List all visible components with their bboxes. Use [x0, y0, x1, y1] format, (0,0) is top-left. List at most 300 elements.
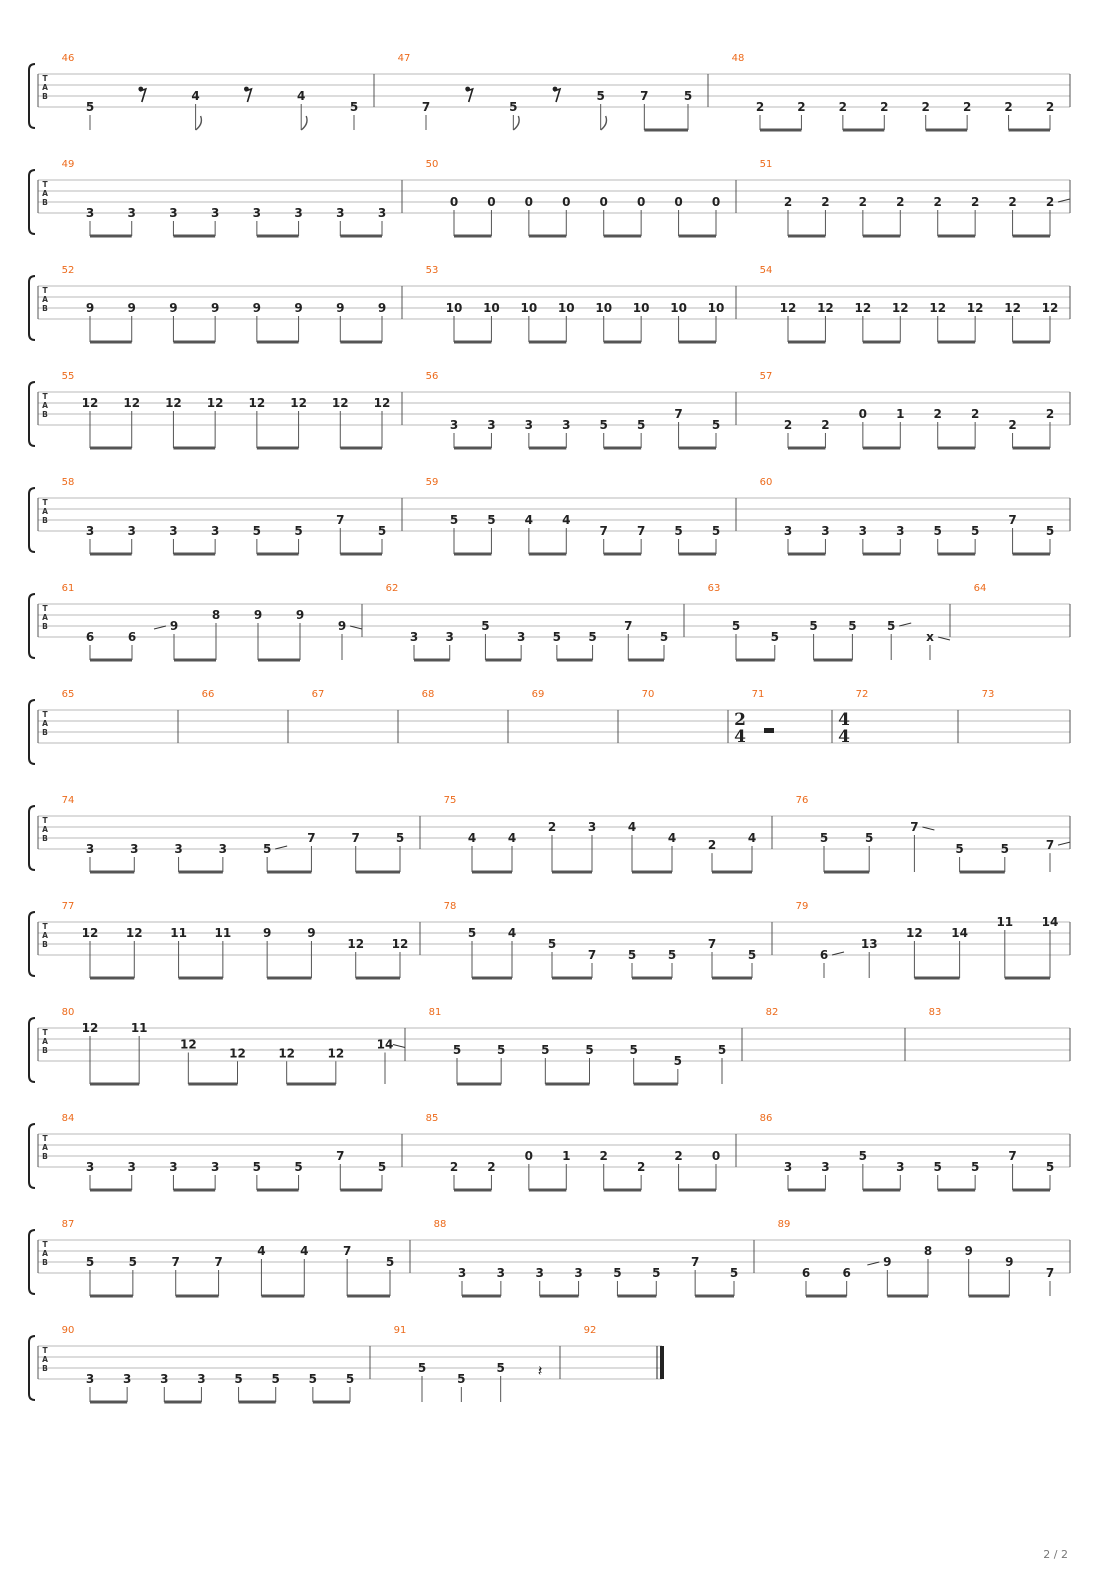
fret-number: 7: [336, 1149, 345, 1163]
measure: [62, 1325, 355, 1402]
fret-number: 9: [307, 926, 316, 940]
staff-system: [29, 477, 1070, 554]
half-rest: [764, 728, 774, 733]
fret-number: 2: [1008, 195, 1017, 209]
tab-clef-letter: B: [42, 516, 48, 525]
fret-number: 5: [613, 1266, 622, 1280]
tab-clef-letter: T: [42, 180, 48, 189]
fret-number: 5: [865, 831, 874, 845]
fret-number: 12: [331, 396, 349, 410]
measure: [62, 371, 391, 448]
fret-number: 5: [887, 619, 896, 633]
fret-number: 5: [970, 1160, 980, 1174]
measure: [426, 1113, 721, 1190]
fret-number: 7: [640, 89, 649, 103]
fret-number: 12: [373, 396, 391, 410]
fret-number: 2: [547, 820, 557, 834]
eighth-flag: [196, 116, 202, 130]
fret-number: 5: [933, 1160, 942, 1174]
measure: [386, 583, 669, 660]
staff-system: [29, 265, 1070, 342]
slide-mark: [1058, 842, 1070, 845]
measure-number: 54: [759, 265, 773, 276]
fret-number: 10: [557, 301, 575, 315]
fret-number: 3: [85, 524, 95, 538]
measure-number: 70: [641, 689, 655, 700]
fret-number: 5: [674, 524, 683, 538]
fret-number: 12: [327, 1046, 345, 1061]
fret-number: 2: [755, 100, 765, 114]
tab-clef-letter: B: [42, 198, 48, 207]
tab-clef-letter: A: [42, 507, 48, 516]
fret-number: 7: [910, 820, 919, 834]
fret-number: 5: [85, 1255, 95, 1269]
tab-clef-letter: T: [42, 1240, 48, 1249]
measure: [62, 689, 75, 700]
fret-number: 4: [300, 1244, 309, 1258]
fret-number: 5: [848, 619, 857, 633]
fret-number: 5: [1045, 524, 1055, 538]
fret-number: 12: [929, 301, 947, 315]
eighth-flag: [301, 116, 307, 130]
fret-number: 0: [636, 195, 646, 209]
measure: [760, 159, 1070, 236]
measure-number: 59: [425, 477, 439, 488]
fret-number: 4: [507, 831, 517, 845]
fret-number: 5: [308, 1372, 318, 1386]
measure-number: 79: [795, 901, 809, 912]
fret-number: 7: [599, 524, 608, 538]
fret-number: 0: [858, 407, 868, 421]
tab-clef-letter: T: [42, 74, 48, 83]
fret-number: 2: [1004, 100, 1013, 114]
fret-number: 10: [520, 301, 538, 315]
fret-number: 12: [290, 396, 307, 410]
measure-number: 56: [425, 371, 439, 382]
fret-number: 9: [294, 301, 303, 315]
fret-number: 5: [541, 1043, 550, 1057]
measure-number: 91: [393, 1325, 407, 1336]
fret-number: 12: [1041, 301, 1059, 315]
fret-number: 5: [294, 524, 303, 538]
fret-number: 7: [636, 524, 646, 538]
measure: [760, 265, 1059, 342]
fret-number: 2: [933, 195, 942, 209]
fret-number: 5: [599, 418, 608, 432]
fret-number: 8: [923, 1244, 933, 1258]
fret-number: 5: [252, 524, 262, 538]
fret-number: 2: [858, 195, 868, 209]
fret-number: 5: [1000, 842, 1009, 856]
fret-number: 6: [85, 630, 95, 644]
fret-number: 12: [248, 396, 266, 410]
fret-number: 11: [170, 926, 187, 940]
fret-number: 5: [128, 1255, 138, 1269]
tab-clef-letter: A: [42, 1355, 48, 1364]
fret-number: 7: [674, 407, 683, 421]
fret-number: 12: [817, 301, 834, 315]
fret-number: 7: [307, 831, 316, 845]
fret-number: 5: [652, 1266, 661, 1280]
fret-number: 5: [747, 948, 757, 962]
system-bracket: [29, 912, 35, 976]
fret-number: 12: [347, 937, 365, 951]
fret-number: 7: [214, 1255, 223, 1269]
fret-number: 2: [1045, 100, 1055, 114]
fret-number: 4: [627, 820, 637, 834]
fret-number: 12: [81, 396, 99, 410]
fret-number: 3: [821, 1160, 830, 1174]
fret-number: 12: [179, 1037, 197, 1052]
fret-number: 9: [377, 301, 387, 315]
fret-number: 5: [588, 630, 597, 644]
tab-clef-letter: T: [42, 710, 48, 719]
measure: [796, 795, 1070, 872]
measure: [62, 265, 387, 342]
fret-number: 2: [636, 1160, 646, 1174]
fret-number: 9: [169, 301, 178, 315]
tab-clef-letter: B: [42, 304, 48, 313]
fret-number: 3: [218, 842, 228, 856]
fret-number: 8: [211, 608, 221, 622]
fret-number: 9: [964, 1244, 973, 1258]
measure: [444, 795, 757, 872]
fret-number: 3: [377, 206, 387, 220]
fret-number: 9: [262, 926, 272, 940]
fret-number: 3: [896, 524, 905, 538]
fret-number: 3: [85, 1372, 95, 1386]
measure: [394, 1325, 543, 1402]
staff-system: [29, 1325, 662, 1402]
fret-number: 4: [191, 89, 200, 103]
fret-number: 10: [483, 301, 500, 315]
fret-number: 9: [336, 301, 345, 315]
eighth-rest: [244, 87, 251, 102]
fret-number: 3: [896, 1160, 905, 1174]
fret-number: 2: [838, 100, 848, 114]
fret-number: 2: [962, 100, 972, 114]
measure-number: 81: [428, 1007, 442, 1018]
measure: [766, 1007, 779, 1018]
measure: [734, 689, 774, 747]
fret-number: 5: [395, 831, 405, 845]
measure-number: 58: [61, 477, 75, 488]
measure: [444, 901, 757, 978]
staff-system: [29, 1113, 1070, 1190]
fret-number: 4: [257, 1244, 266, 1258]
eighth-rest: [138, 87, 145, 102]
measure-number: 72: [855, 689, 869, 700]
fret-number: 12: [1004, 301, 1021, 315]
tab-clef-letter: B: [42, 622, 48, 631]
fret-number: 5: [85, 100, 95, 114]
fret-number: 10: [632, 301, 650, 315]
measure: [62, 583, 362, 660]
fret-number: 3: [821, 524, 830, 538]
tab-clef-letter: T: [42, 286, 48, 295]
fret-number: 5: [552, 630, 562, 644]
system-bracket: [29, 700, 35, 764]
measure: [202, 689, 215, 700]
tab-clef-letter: T: [42, 392, 48, 401]
fret-number: 5: [349, 100, 359, 114]
fret-number: 3: [127, 206, 136, 220]
measure: [760, 371, 1055, 448]
fret-number: 7: [336, 513, 345, 527]
measure-number: 62: [385, 583, 399, 594]
fret-number: 5: [731, 619, 741, 633]
tab-clef-letter: T: [42, 816, 48, 825]
fret-number: 12: [229, 1046, 246, 1061]
tab-clef-letter: A: [42, 401, 48, 410]
fret-number: 5: [659, 630, 669, 644]
fret-number: 5: [234, 1372, 243, 1386]
fret-number: 5: [496, 1043, 506, 1057]
fret-number: 5: [627, 948, 637, 962]
fret-number: 4: [524, 513, 534, 527]
fret-number: 0: [524, 195, 534, 209]
tab-clef-letter: A: [42, 295, 48, 304]
fret-number: 2: [599, 1149, 608, 1163]
fret-number: 4: [297, 89, 306, 103]
fret-number: 5: [547, 937, 557, 951]
measure: [62, 795, 405, 872]
measure-number: 76: [795, 795, 809, 806]
system-bracket: [29, 1124, 35, 1188]
measure-number: 51: [759, 159, 773, 170]
fret-number: 5: [262, 842, 272, 856]
measure: [982, 689, 995, 700]
fret-number: 10: [670, 301, 687, 315]
measure: [62, 1113, 387, 1190]
tab-clef-letter: B: [42, 410, 48, 419]
measure-number: 63: [707, 583, 721, 594]
staff-system: [29, 795, 1070, 872]
fret-number: 5: [809, 619, 818, 633]
fret-number: 2: [783, 195, 793, 209]
fret-number: 0: [599, 195, 608, 209]
measure-number: 84: [61, 1113, 75, 1124]
fret-number: 3: [449, 418, 459, 432]
fret-number: 6: [127, 630, 137, 644]
tab-clef-letter: A: [42, 1143, 48, 1152]
fret-number: 5: [819, 831, 829, 845]
fret-number: 3: [409, 630, 419, 644]
tab-clef-letter: B: [42, 940, 48, 949]
fret-number: 12: [966, 301, 984, 315]
measure: [929, 1007, 942, 1018]
measure: [532, 689, 545, 700]
measure: [974, 583, 987, 594]
system-bracket: [29, 594, 35, 658]
measure: [62, 1219, 395, 1296]
fret-number: 12: [906, 926, 923, 940]
system-bracket: [29, 1230, 35, 1294]
staff-system: [29, 1219, 1070, 1296]
tab-clef-letter: B: [42, 834, 48, 843]
fret-number: 2: [1008, 418, 1017, 432]
fret-number: 5: [377, 1160, 387, 1174]
fret-number: 7: [1045, 1266, 1055, 1280]
time-signature-denominator: 4: [734, 727, 746, 747]
measure: [62, 159, 387, 236]
tab-clef-letter: A: [42, 825, 48, 834]
fret-number: 7: [421, 100, 431, 114]
staff-system: [29, 159, 1070, 236]
fret-number: 5: [636, 418, 646, 432]
fret-number: 3: [445, 630, 454, 644]
eighth-rest: [465, 87, 472, 102]
fret-number: 3: [174, 842, 183, 856]
fret-number: 3: [85, 1160, 95, 1174]
quarter-rest: 𝄽: [537, 1362, 543, 1380]
tab-clef-letter: T: [42, 1134, 48, 1143]
measure: [426, 265, 725, 342]
measure-number: 85: [425, 1113, 439, 1124]
measure-number: 65: [61, 689, 75, 700]
measure-number: 55: [61, 371, 75, 382]
system-bracket: [29, 170, 35, 234]
fret-number: 7: [342, 1244, 352, 1258]
measure: [708, 583, 950, 660]
staff-system: [29, 53, 1070, 130]
measure: [426, 477, 721, 554]
eighth-rest: [553, 87, 560, 102]
measure-number: 90: [61, 1325, 75, 1336]
fret-number: 12: [165, 396, 182, 410]
tab-clef-letter: A: [42, 931, 48, 940]
fret-number: 2: [821, 195, 830, 209]
fret-number: 2: [970, 407, 980, 421]
fret-number: 2: [1045, 407, 1055, 421]
tab-clef-letter: B: [42, 1152, 48, 1161]
fret-number: 5: [717, 1043, 727, 1057]
eighth-flag: [601, 116, 607, 130]
fret-number: 5: [417, 1361, 427, 1375]
fret-number: 7: [624, 619, 633, 633]
fret-number: 9: [337, 619, 347, 633]
fret-number: 12: [125, 926, 143, 940]
measure: [398, 53, 693, 130]
fret-number: 9: [253, 608, 263, 622]
fret-number: 5: [683, 89, 693, 103]
fret-number: 3: [210, 206, 220, 220]
fret-number: 5: [667, 948, 677, 962]
tab-clef-letter: B: [42, 1258, 48, 1267]
fret-number: 7: [587, 948, 597, 962]
measure-number: 87: [61, 1219, 75, 1230]
fret-number: 2: [921, 100, 930, 114]
fret-number: 9: [883, 1255, 892, 1269]
measure-number: 89: [777, 1219, 791, 1230]
measure-number: 64: [973, 583, 987, 594]
fret-number: 5: [933, 524, 942, 538]
system-bracket: [29, 1336, 35, 1400]
fret-number: 0: [711, 195, 721, 209]
fret-number: 5: [345, 1372, 355, 1386]
fret-number: 0: [524, 1149, 534, 1163]
fret-number: 6: [801, 1266, 811, 1280]
fret-number: 12: [206, 396, 224, 410]
measure: [760, 477, 1055, 554]
fret-number: 9: [1005, 1255, 1014, 1269]
measure-number: 49: [61, 159, 75, 170]
measure: [429, 1007, 727, 1084]
fret-number: 3: [574, 1266, 583, 1280]
measure-number: 80: [61, 1007, 75, 1018]
tab-clef-letter: T: [42, 922, 48, 931]
measure-number: 53: [425, 265, 439, 276]
time-signature-numerator: 2: [734, 710, 746, 730]
fret-number: 12: [81, 926, 99, 940]
fret-number: 3: [252, 206, 262, 220]
fret-number: 3: [127, 1160, 136, 1174]
fret-number: 0: [449, 195, 459, 209]
measure-number: 52: [61, 265, 75, 276]
fret-number: 3: [122, 1372, 132, 1386]
fret-number: 13: [860, 937, 878, 951]
fret-number: 5: [1045, 1160, 1055, 1174]
fret-number: 3: [336, 206, 345, 220]
measure-number: 48: [731, 53, 745, 64]
fret-number: 3: [562, 418, 571, 432]
fret-number: 3: [210, 524, 220, 538]
fret-number: 7: [1045, 838, 1055, 853]
tab-clef-letter: T: [42, 604, 48, 613]
fret-number: 5: [729, 1266, 739, 1280]
fret-number: 3: [294, 206, 303, 220]
fret-number: 3: [457, 1266, 467, 1280]
fret-number: 3: [169, 1160, 178, 1174]
fret-number: 5: [858, 1149, 868, 1163]
fret-number: 10: [595, 301, 613, 315]
slide-mark: [393, 1045, 405, 1048]
fret-number: 4: [747, 831, 757, 845]
measure-number: 57: [759, 371, 773, 382]
fret-number: 6: [819, 948, 829, 962]
measure: [584, 1325, 662, 1379]
measure: [778, 1219, 1055, 1296]
tab-clef-letter: A: [42, 1249, 48, 1258]
measure-number: 66: [201, 689, 215, 700]
measure-number: 73: [981, 689, 995, 700]
fret-number: 2: [1045, 195, 1055, 209]
staff-system: [29, 689, 1070, 764]
measure: [312, 689, 325, 700]
fret-number: 9: [127, 301, 136, 315]
fret-number: 4: [467, 831, 477, 845]
fret-number: 5: [457, 1372, 466, 1386]
tab-clef-letter: A: [42, 719, 48, 728]
fret-number: 14: [376, 1037, 394, 1052]
fret-number: 11: [996, 915, 1014, 929]
fret-number: 5: [955, 842, 964, 856]
fret-number: 5: [377, 524, 387, 538]
fret-number: 6: [842, 1266, 851, 1280]
fret-number: 2: [449, 1160, 459, 1174]
tab-clef-letter: T: [42, 1028, 48, 1037]
fret-number: 0: [711, 1149, 721, 1163]
fret-number: 3: [169, 524, 178, 538]
staff-system: [29, 1007, 1070, 1084]
staff-system: [29, 901, 1070, 978]
system-bracket: [29, 1018, 35, 1082]
measure: [62, 53, 359, 130]
tab-clef-letter: T: [42, 498, 48, 507]
fret-number: 9: [252, 301, 262, 315]
measure: [642, 689, 655, 700]
measure: [62, 477, 387, 554]
